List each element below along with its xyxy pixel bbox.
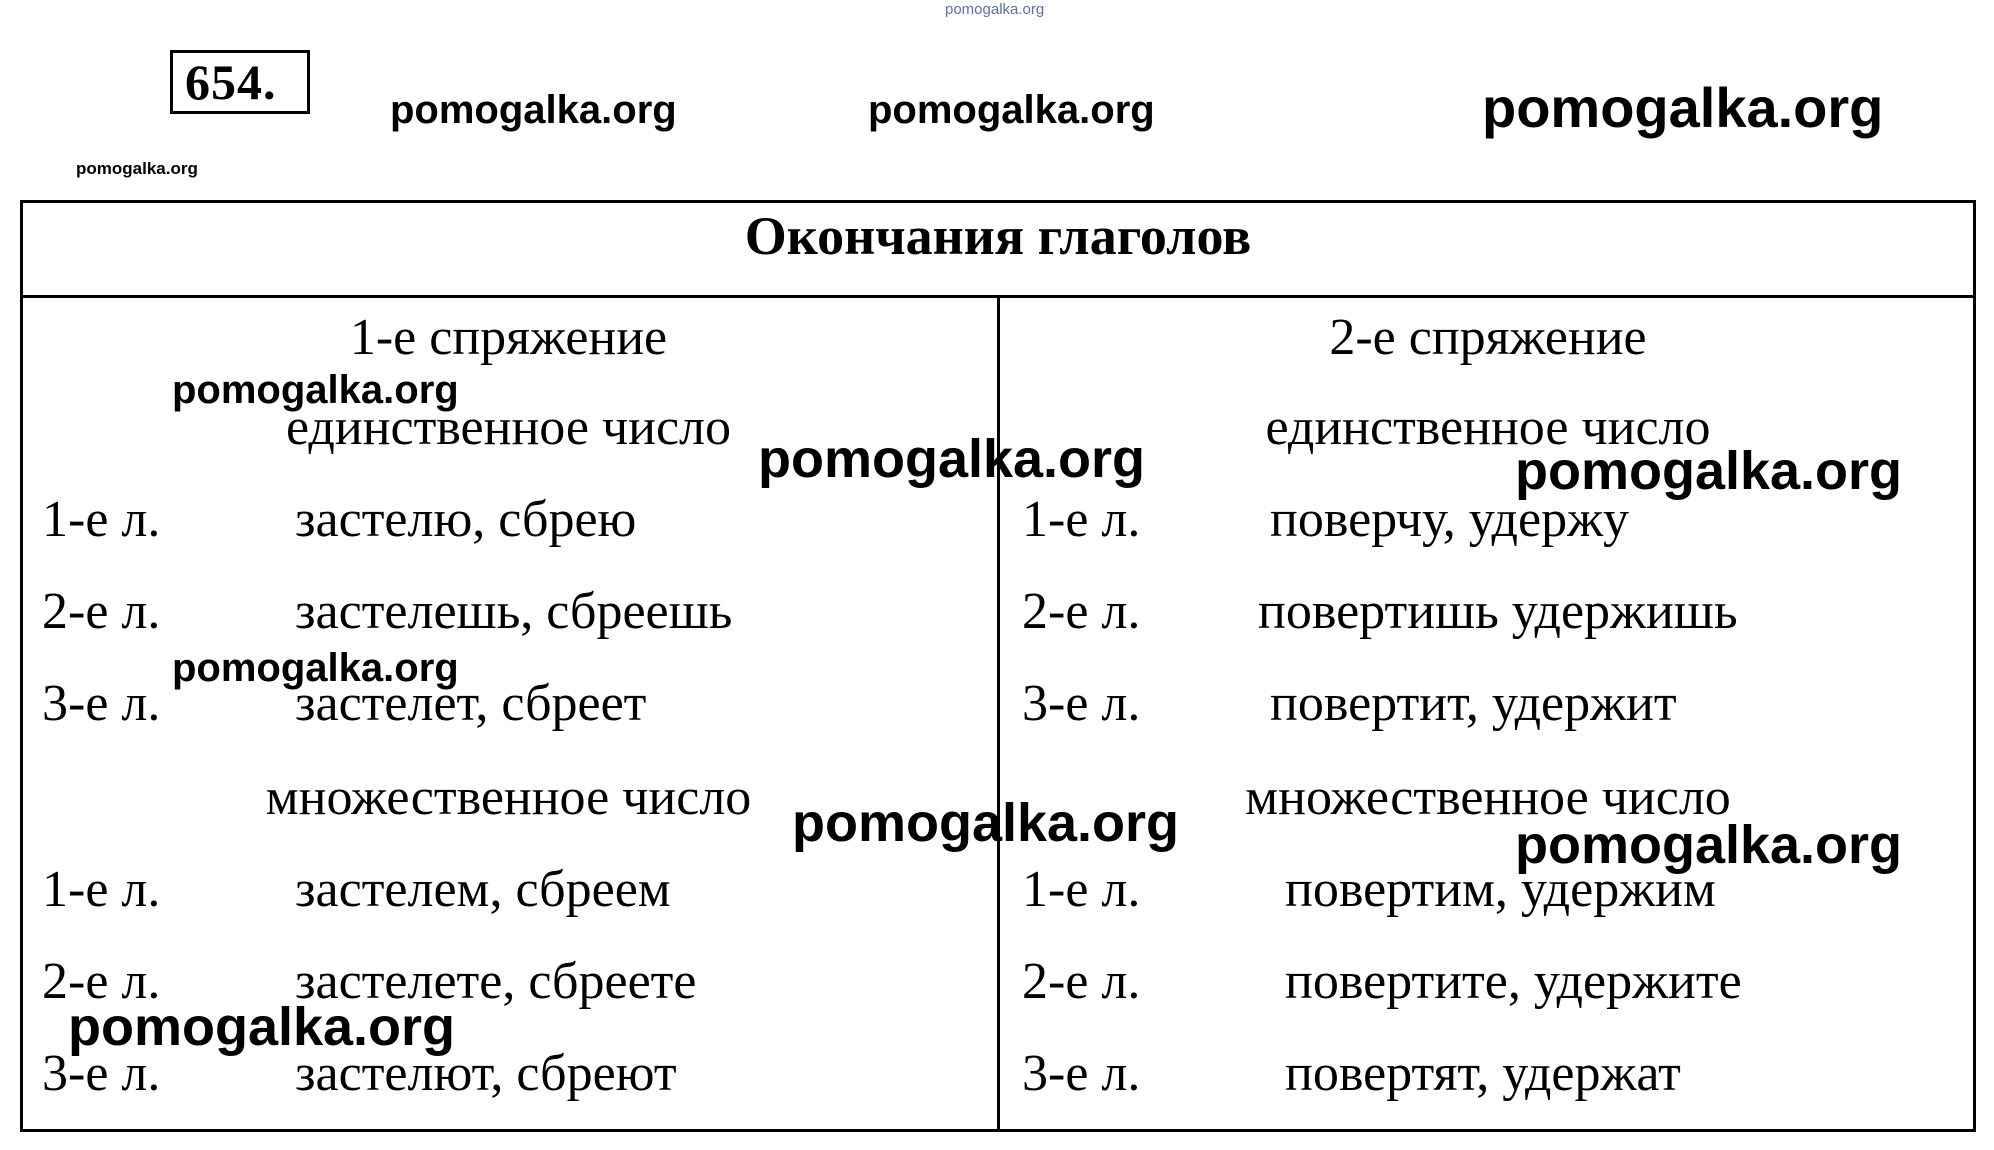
- col2-sg-2-person: 2-е л.: [1022, 583, 1141, 640]
- col1-pl-3-person: 3-е л.: [42, 1045, 161, 1102]
- col2-plural-label: множественное число: [1245, 769, 1731, 826]
- col1-sg-3-forms: застелет, сбреет: [295, 675, 647, 732]
- col1-pl-2-forms: застелете, сбреете: [295, 953, 697, 1010]
- col1-sg-2-person: 2-е л.: [42, 583, 161, 640]
- watermark-overlay-4: pomogalka.org: [172, 646, 459, 690]
- watermark-overlay-7: pomogalka.org: [68, 997, 456, 1057]
- col2-pl-3-person: 3-е л.: [1022, 1045, 1141, 1102]
- watermark-overlay-5: pomogalka.org: [792, 793, 1180, 853]
- col1-sg-3-person: 3-е л.: [42, 675, 161, 732]
- watermark-header-2: pomogalka.org: [868, 88, 1155, 132]
- watermark-overlay-1: pomogalka.org: [172, 368, 459, 412]
- watermark-top: pomogalka.org: [945, 1, 1045, 18]
- col1-pl-3-forms: застелют, сбреют: [295, 1045, 677, 1102]
- watermark-overlay-6: pomogalka.org: [1515, 815, 1903, 875]
- col1-heading: 1-е спряжение: [349, 309, 668, 366]
- col2-singular-label: единственное число: [1265, 399, 1711, 456]
- watermark-overlay-3: pomogalka.org: [1515, 441, 1903, 501]
- watermark-overlay-2: pomogalka.org: [758, 429, 1146, 489]
- col2-sg-1-person: 1-е л.: [1022, 491, 1141, 548]
- watermark-header-3: pomogalka.org: [1482, 76, 1884, 139]
- col1-pl-1-person: 1-е л.: [42, 861, 161, 918]
- col2-sg-1-forms: поверчу, удержу: [1270, 491, 1629, 548]
- col1-sg-2-forms: застелешь, сбреешь: [295, 583, 733, 640]
- col2-heading: 2-е спряжение: [1329, 309, 1647, 366]
- col2-pl-2-person: 2-е л.: [1022, 953, 1141, 1010]
- col2-sg-3-forms: повертит, удержит: [1270, 675, 1677, 732]
- table-title: Окончания глаголов: [744, 206, 1252, 266]
- col1-sg-1-person: 1-е л.: [42, 491, 161, 548]
- col2-pl-3-forms: повертят, удержат: [1285, 1045, 1681, 1102]
- col2-pl-2-forms: повертите, удержите: [1285, 953, 1742, 1010]
- col1-plural-label: множественное число: [265, 769, 752, 826]
- col2-pl-1-forms: повертим, удержим: [1285, 861, 1716, 918]
- col2-sg-3-person: 3-е л.: [1022, 675, 1141, 732]
- col1-pl-2-person: 2-е л.: [42, 953, 161, 1010]
- col1-pl-1-forms: застелем, сбреем: [295, 861, 671, 918]
- col2-sg-2-forms: повертишь удержишь: [1258, 583, 1738, 640]
- col2-pl-1-person: 1-е л.: [1022, 861, 1141, 918]
- col1-singular-label: единственное число: [285, 399, 732, 456]
- col1-sg-1-forms: застелю, сбрею: [295, 491, 637, 548]
- watermark-small-left: pomogalka.org: [76, 159, 198, 178]
- task-number: 654.: [170, 50, 310, 114]
- watermark-header-1: pomogalka.org: [390, 88, 677, 132]
